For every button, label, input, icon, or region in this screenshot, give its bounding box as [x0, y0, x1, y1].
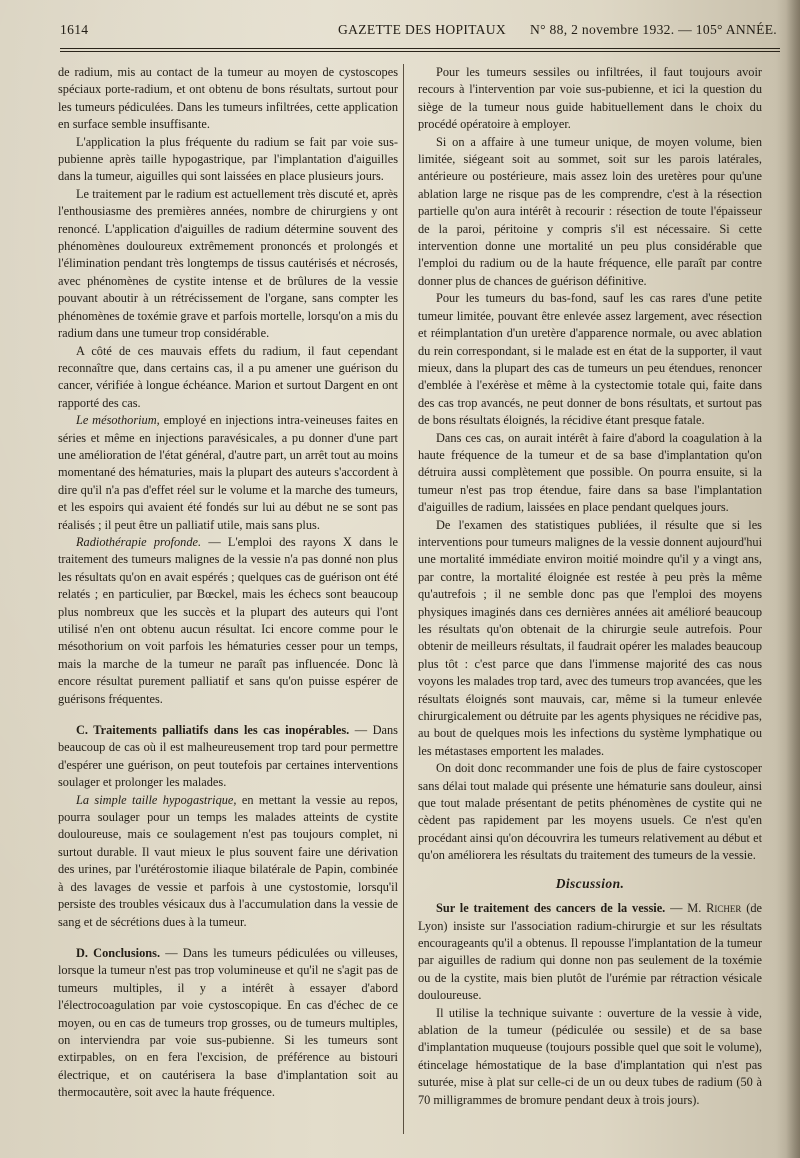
paragraph	[418, 900, 762, 1004]
paragraph-text: employé en injections intra-veineuses faites en séries et même en injections paravésicales, a pu donner d'une part une amélioration de l'état général, d'autre part, un arrêt tout au moins momentané des hématuries, mais la plupart des auteurs s'accordent à dire qu'il n'a pas d'effet réel sur le volume et la marche des tumeurs, et les espoirs qui avaient été fondés sur lui au début ne se sont pas réalisés ; il peut être un palliatif utile, mais sans plus.	[58, 413, 399, 532]
paragraph: On doit donc recommander une fois de plus de faire cystoscoper sans délai tout malade qui présente une hématurie sans douleur, ainsi que tout malade présentant de petits phénomènes de cystite qui ne cèdent pas rapidement par les moyens usuels. Ce n'est qu'en procédant ainsi qu'on découvrira les tumeurs relativement au début et qu'on améliorera les résultats du traitement des tumeurs de la vessie.	[418, 761, 762, 863]
section-heading: D. Conclusions.	[76, 945, 161, 960]
section-d	[58, 945, 398, 1102]
italic-term: Radiothérapie profonde.	[76, 534, 202, 549]
page-header	[60, 22, 782, 44]
paragraph-text: — Dans les tumeurs pédiculées ou villeuses, lorsque la tumeur n'est pas trop volumineuse et qu'il ne s'agit pas de tumeurs multiples, il y a intérêt à essayer d'abord l'électrocoagulation par voie cystoscopique. En cas d'échec de ce moyen, ou en cas de tumeurs trop grosses, ou de tumeurs multiples, on interviendra par voie sus-pubienne. Si les tumeurs sont extirpables, on en fera l'excision, de préférence au bistouri électrique, et on cautérisera la base d'implantation soit au thermocautère, soit avec la haute fréquence.	[58, 945, 398, 1100]
spacer	[58, 931, 398, 945]
paragraph-text: — M.	[665, 901, 707, 916]
section-heading: C. Traitements palliatifs dans les cas inopérables.	[76, 723, 350, 738]
left-column	[58, 64, 398, 1102]
section-c	[58, 722, 398, 792]
paragraph: Le traitement par le radium est actuellement très discuté et, après l'enthousiasme des premières années, nombre de chirurgiens y ont renoncé. L'application d'aiguilles de radium détermine souvent des phénomènes douloureux extrêmement prononcés et prolongés et l'élimination pendant très longtemps de tissus cautérisés et nécrosés, avec phénomènes de cystite intense et de brûlures de la vessie pouvant aboutir à un rétrécissement de l'organe, sans compter les phénomènes de toxémie grave et parfois mortelle, lorsqu'on a mis du radium dans une tumeur trop considérable.	[58, 186, 398, 341]
spacer	[58, 708, 398, 722]
paragraph	[58, 412, 398, 534]
paragraph: L'application la plus fréquente du radium se fait par voie sus-pubienne après taille hypogastrique, par l'implantation d'aiguilles dans la tumeur, aiguilles qui sont laissées en place plusieurs jours.	[58, 134, 398, 184]
paragraph-text: (de Lyon) insiste sur l'association radium-chirurgie et sur les résultats encourageants qu'il a obtenus. Il repousse l'implantation de la tumeur par aiguilles de radium qui donne non pas seulement de la toxémie ou de la cystite, mais bien plutôt de l'urémie par rétraction vésicale douloureuse.	[418, 901, 762, 1003]
paragraph: Dans ces cas, on aurait intérêt à faire d'abord la coagulation à la haute fréquence de la tumeur et de sa base d'implantation qu'on détruira aussi complètement que possible. On pourra ensuite, si la tumeur n'est pas trop étendue, faire dans sa base l'implantation d'aiguilles de radium, laissées en place pendant quelques jours.	[418, 430, 762, 515]
issue-info: N° 88, 2 novembre 1932. — 105° ANNÉE.	[530, 22, 777, 37]
header-rule	[60, 48, 780, 52]
paragraph: Pour les tumeurs sessiles ou infiltrées, il faut toujours avoir recours à l'intervention par voie sus-pubienne, et ici la question du siège de la tumeur nous guide habituellement dans le choix du procédé opératoire à employer.	[418, 65, 762, 132]
paragraph: Il utilise la technique suivante : ouverture de la vessie à vide, ablation de la tumeur (pédiculée ou sessile) et de sa base d'implantation muqueuse (toujours possible quel que soit le volume), étincelage hémostatique de la base d'implantation qui n'est pas suturée, mise à plat sur celle-ci de un ou deux tubes de radium (50 à 70 milligrammes de bromure pendant deux à trois jours).	[418, 1005, 762, 1107]
paragraph-text: — Dans beaucoup de cas où il est malheureusement trop tard pour permettre d'espérer une guérison, on peut toutefois par certaines interventions soulager et prolonger les malades.	[58, 723, 398, 790]
paragraph: Si on a affaire à une tumeur unique, de moyen volume, bien limitée, siégeant soit au sommet, soit sur les parois latérales, antérieure ou postérieure, mais assez loin des uretères pour qu'une ablation large ne risque pas de les comprendre, c'est à la résection partielle qu'on aura intérêt à recourir : résection de toute l'épaisseur de la paroi, péritoine y compris s'il est nécessaire. Si cette intervention donne une mortalité un peu plus considérable que l'emploi du radium ou de la haute fréquence, elle paraît par contre donner plus de chances de guérison définitive.	[418, 134, 762, 288]
paragraph	[58, 534, 398, 708]
right-column	[418, 64, 762, 1109]
author-name: Richer	[706, 901, 742, 916]
paragraph: de radium, mis au contact de la tumeur au moyen de cystoscopes spéciaux porte-radium, et ont obtenu de bons résultats, surtout pour les tumeurs pédiculées. Dans les tumeurs infiltrées, cette application en surface semble insuffisante.	[58, 65, 398, 132]
page-number: 1614	[60, 22, 89, 37]
paragraph: De l'examen des statistiques publiées, il résulte que si les interventions pour tumeurs malignes de la vessie donnent aujourd'hui une mortalité immédiate environ moitié moindre qu'il y a vingt ans, par contre, la mortalité éloignée est restée à peu près la même qu'autrefois ; il ne semble donc pas que l'emploi des moyens physiques imaginés dans ces dernières années ait amélioré beaucoup les résultats qu'on obtenait de la chirurgie seule autrefois. Pour obtenir de meilleurs résultats, il faudrait opérer les malades beaucoup plus tôt : c'est parce que dans l'immense majorité des cas nous voyons les malades trop tard, avec des tumeurs trop avancées, que les résultats éloignés sont mauvais, car, même si la tumeur enlevée chirurgicalement ou détruite par les agents physiques ne récidive pas, au bout de quelques mois les infections du système lymphatique ou les métastases emportent les malades.	[418, 517, 762, 758]
journal-title: GAZETTE DES HOPITAUX	[338, 22, 507, 37]
paragraph	[58, 792, 398, 931]
column-divider	[403, 64, 404, 1134]
paragraph: Pour les tumeurs du bas-fond, sauf les cas rares d'une petite tumeur limitée, pouvant être enlevée assez largement, avec résection et réimplantation d'un uretère d'apparence normale, ou avec ablation du rein correspondant, si le malade est en état de la supporter, il vaut mieux, dans la plupart des cas de tumeurs un peu étendues, renoncer d'emblée à l'exérèse et même à la cystectomie totale qui, faite dans des cas trop avancés, ne peut donner de bons résultats, et surtout pas de bons résultats éloignés, la récidive étant presque fatale.	[418, 291, 762, 428]
discussion-title: Discussion.	[555, 875, 625, 891]
italic-term: Le mésothorium,	[76, 413, 160, 428]
paragraph-text: — L'emploi des rayons X dans le traitement des tumeurs malignes de la vessie n'a pas donné non plus les résultats qu'on en avait espérés ; quelques cas de guérison ont été relatés ; en particulier, par Bœckel, mais les échecs sont beaucoup plus nombreux que les succès et la plupart des auteurs qui l'ont utilisé n'en ont obtenu aucun résultat. Ici encore comme pour le mésothorium on voit parfois les hématuries cesser pour un temps, mais la marche de la tumeur ne paraît pas influencée. Donc là encore résultat purement palliatif et sans qu'on puisse espérer de guérisons fréquentes.	[58, 534, 399, 706]
discussion-subject: Sur le traitement des cancers de la vessie.	[436, 901, 666, 916]
italic-term: La simple taille hypogastrique,	[76, 792, 237, 807]
paragraph: A côté de ces mauvais effets du radium, il faut cependant reconnaître que, dans certains cas, il a pu amener une guérison du cancer, vérifiée à longue échéance. Marion et surtout Dargent en ont rapporté des cas.	[58, 343, 398, 410]
paragraph-text: en mettant la vessie au repos, pourra soulager pour un temps les malades atteints de cystite douloureuse, mais ce soulagement n'est pas toujours complet, ni surtout durable. Il vaut mieux le plus souvent faire une dérivation des urines, par l'urétérostomie iliaque bilatérale de Papin, combinée à des lavages de vessie et parfois à une cystostomie, lorsqu'il persiste des troubles vésicaux dus à l'accumulation dans la vessie de sang et de sécrétions dues à la tumeur.	[58, 792, 399, 929]
